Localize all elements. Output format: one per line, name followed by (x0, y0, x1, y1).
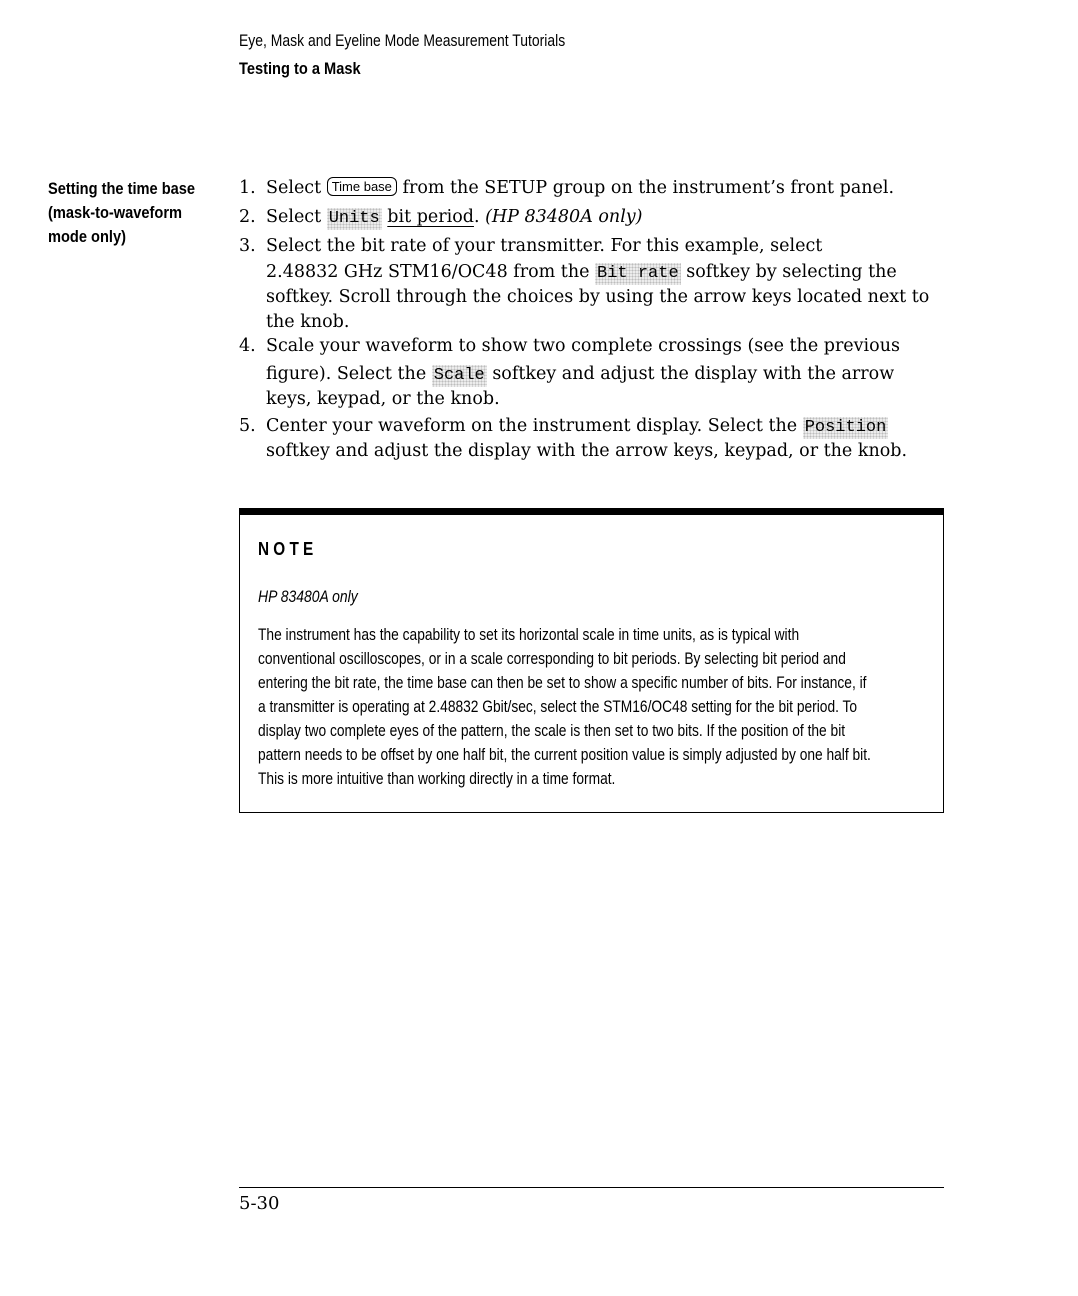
step-text-fragment: from the SETUP group on the instrument’s front panel. (396, 178, 895, 198)
bit-rate-softkey[interactable]: Bit rate (597, 264, 679, 283)
running-header-section: Testing to a Mask (239, 59, 361, 78)
note-line: The instrument has the capability to set its horizontal scale in time units, as is typical with (258, 625, 800, 644)
step-2 (239, 205, 959, 230)
step-text-fragment: softkey by selecting the (680, 262, 897, 282)
scale-softkey[interactable]: Scale (433, 365, 485, 385)
step-text-fragment: 2.48832 GHz STM16/OC48 from the (266, 262, 596, 282)
step-text (266, 205, 959, 230)
step-text-line: Select the bit rate of your transmitter. For this example, select (266, 235, 823, 256)
procedure-steps (239, 176, 959, 464)
note-line: a transmitter is operating at 2.48832 Gbit/sec, select the STM16/OC48 setting for the bit period. To (258, 697, 858, 716)
step-5 (239, 414, 959, 464)
step-text-fragment: Select (266, 178, 327, 198)
step-number: 5. (239, 416, 256, 436)
model-note: (HP 83480A only) (485, 206, 643, 227)
note-title: NOTE (258, 539, 318, 559)
step-text-fragment: Center your waveform on the instrument display. Select the (266, 416, 803, 436)
step-number: 1. (239, 178, 256, 198)
note-line: entering the bit rate, the time base can then be set to show a specific number of bits. For instance, if (258, 673, 867, 692)
note-subtitle: HP 83480A only (258, 587, 358, 606)
step-text (266, 176, 959, 201)
step-text-line: the knob. (266, 311, 350, 332)
step-text-fragment: softkey and adjust the display with the arrow (486, 363, 895, 384)
step-text-line (266, 414, 959, 439)
step-text-line: Scale your waveform to show two complete crossings (see the previous (266, 336, 900, 356)
step-number: 2. (239, 206, 256, 227)
step-number: 4. (239, 336, 256, 356)
side-heading-line: (mask-to-waveform (48, 203, 183, 222)
note-line: display two complete eyes of the pattern, the scale is then set to two bits. If the position of the bit (258, 721, 846, 740)
step-text-line (266, 260, 959, 285)
note-line: conventional oscilloscopes, or in a scale corresponding to bit periods. By selecting bit period and (258, 649, 846, 668)
step-1 (239, 176, 959, 201)
position-softkey[interactable]: Position (804, 418, 887, 437)
bit-period-option[interactable]: bit period (387, 206, 474, 227)
step-text-line: softkey. Scroll through the choices by using the arrow keys located next to (266, 287, 930, 307)
time-base-hardkey[interactable]: Time base (327, 177, 397, 196)
step-text-line: softkey and adjust the display with the arrow keys, keypad, or the knob. (266, 441, 908, 461)
side-heading-line: Setting the time base (48, 179, 196, 198)
units-softkey[interactable]: Units (328, 208, 380, 228)
footer-rule (239, 1187, 944, 1188)
note-line: This is more intuitive than working directly in a time format. (258, 769, 616, 788)
step-4 (239, 334, 959, 411)
step-text-fragment: figure). Select the (266, 363, 432, 384)
side-heading (48, 177, 211, 249)
page-number: 5-30 (239, 1193, 280, 1214)
step-number: 3. (239, 235, 256, 256)
note-body (258, 623, 871, 791)
step-text-fragment: Select (266, 206, 327, 227)
note-line: pattern needs to be offset by one half bit, the current position value is simply adjusted by one half bit. (258, 745, 871, 764)
side-heading-line: mode only) (48, 227, 126, 246)
step-text-line (266, 362, 959, 387)
step-text-line: keys, keypad, or the knob. (266, 388, 500, 409)
step-3 (239, 234, 959, 335)
note-box (239, 508, 944, 813)
running-header-chapter: Eye, Mask and Eyeline Mode Measurement Tutorials (239, 31, 566, 50)
step-text-fragment: . (473, 206, 486, 227)
